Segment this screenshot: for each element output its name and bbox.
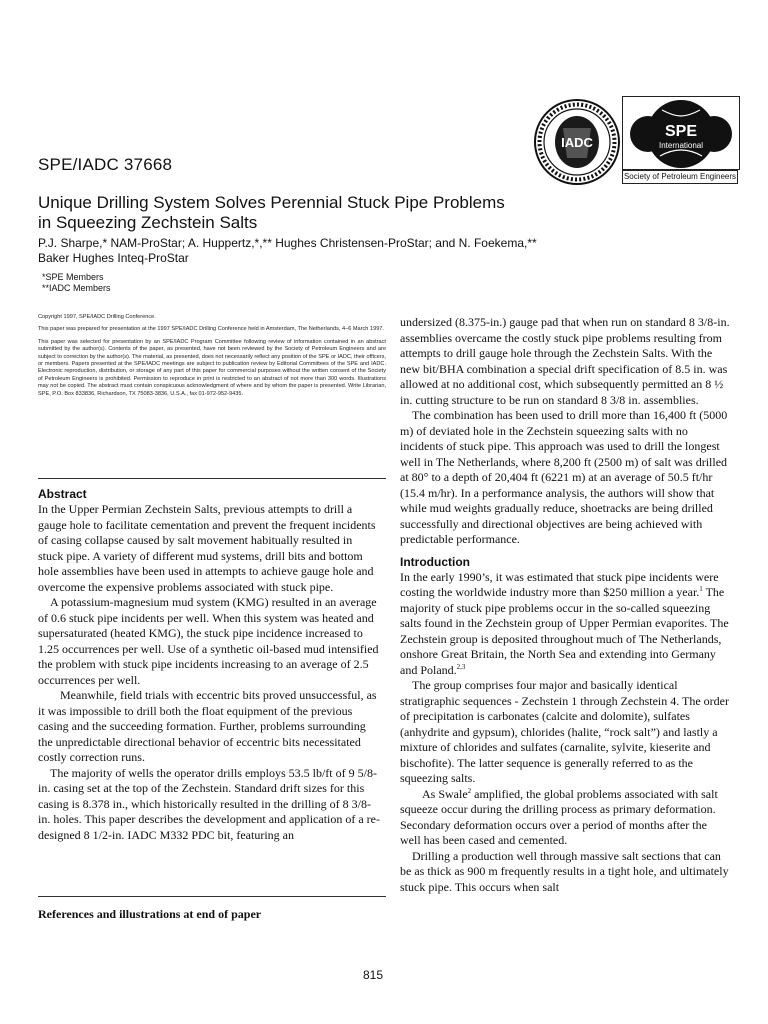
authors-line-2: Baker Hughes Inteq-ProStar [38,251,189,265]
body-paragraph-2: The combination has been used to drill more than 16,400 ft (5000 m) of deviated hole in the Zechstein squeezing salts with no incidents of stuck pipe. This approach was used to drill the longest well in The Netherlands, where 8,200 ft (2500 m) of salt was drilled at 80° to a depth of 20,404 ft (6221 m) at an average of 50.5 ft/hr (15.4 m/hr). In a performance analysis, the authors will show that while mud weights gradually reduce, shoetracks are being drilled successfully and directional objectives are being achieved with predictable performance. [400,408,728,546]
citation-superscript: 2,3 [456,662,466,671]
author-list [38,236,598,266]
iadc-seal-logo [533,98,621,186]
membership-footnotes [42,272,111,294]
intro-text-part-4: amplified, the global problems associated with salt squeeze occur during the drilling process as primary deformation. Secondary deformation occurs over a period of months after the well has been cased and cemented. [400,786,718,847]
presentation-note: This paper was prepared for presentation at the 1997 SPE/IADC Drilling Conference held in Amsterdam, The Netherlands, 4–6 March 1997. [38,326,384,333]
intro-paragraph-1 [400,570,730,679]
abstract-paragraph-2: A potassium-magnesium mud system (KMG) resulted in an average of 0.6 stuck pipe incidents per well. When this system was heated and supersaturated (heated KMG), the stuck pipe incidence increased to 1.25 occurrences per well. Use of a synthetic oil-based mud intensified the problem with stuck pipe incidents increasing to an average of 2.5 occurrences per well. [38,595,379,687]
body-paragraph-1: undersized (8.375-in.) gauge pad that when run on standard 8 3/8-in. assemblies overcame the costly stuck pipe problems resulting from attempts to drill gauge hole through the Zechstein Salts. With the new bit/BHA combination a special drift specification of 8.5 in. was allowed at no additional cost, which subsequently permitted an 8 ½ in. cutting structure to be run on standard 8 3/8 in. assemblies. [400,315,730,407]
citation-superscript: 1 [699,585,703,593]
iadc-logo-text: IADC [561,135,593,150]
spe-logo-text: SPE [664,123,698,140]
intro-paragraph-4: Drilling a production well through massive salt sections that can be as thick as 900 m frequently results in a tight hole, and ultimately stuck pipe. This occurs when salt [400,848,729,894]
abstract-paragraph-3: Meanwhile, field trials with eccentric bits proved unsuccessful, as it was impossible to drill both the float equipment of the previous casing and the succeeding formation. Further, problems surrounding the unpredictable directional behavior of eccentric bits necessitated costly correction runs. [38,688,377,764]
authors-line-1: P.J. Sharpe,* NAM-ProStar; A. Huppertz,*,** Hughes Christensen-ProStar; and N. Foekema,** [38,236,537,250]
references-note: References and illustrations at end of paper [38,907,262,921]
intro-text-part-2: The majority of stuck pipe problems occur in the so-called squeezing salts found in the Zechstein group of Upper Permian evaporites. The Zechstein group is deposited throughout much of The Netherlands, onshore Great Britain, the North Sea and extending into Germany and Poland. [400,585,729,677]
abstract-paragraph-1: In the Upper Permian Zechstein Salts, previous attempts to drill a gauge hole to facilitate cementation and prevent the frequent incidents of casing collapse caused by salt movement habitually resulted in stuck pipe. A variety of different mud systems, drill bits and bottom hole assemblies have been used in attempts to achieve gauge hole and overcome the expensive problems associated with stuck pipe. [38,502,376,594]
introduction-heading: Introduction [400,554,470,569]
intro-paragraph-2: The group comprises four major and basically identical stratigraphic sequences - Zechstein 1 through Zechstein 4. The order of precipitation is carbonates (calcite and dolomite), sulfates (anhydrite and gypsum), chlorides (halite, “rock salt”) and lastly a mixture of chlorides and sulfates (carnalite, sylvite, kieserite and bischofite). The latter sequence is generally referred to as the squeezing salts. [400,678,729,785]
intro-text-part-3: As Swale [422,786,468,801]
abstract-heading: Abstract [38,487,87,501]
footnote-iadc-members: **IADC Members [42,283,111,293]
intro-text-part-1: In the early 1990’s, it was estimated that stuck pipe incidents were costing the worldwide industry more than $250 million a year. [400,569,719,599]
citation-superscript: 2 [467,786,472,795]
paper-title [38,193,598,233]
left-column [38,486,380,843]
page-number: 815 [363,968,384,982]
copyright-notice [38,314,386,403]
title-line-2: in Squeezing Zechstein Salts [38,213,258,232]
copyright-line: Copyright 1997, SPE/IADC Drilling Conference. [38,314,156,320]
title-line-1: Unique Drilling System Solves Perennial Stuck Pipe Problems [38,193,505,212]
spe-logo-caption: Society of Petroleum Engineers [622,170,738,184]
right-column [400,315,730,895]
intro-paragraph-3 [400,787,730,849]
divider-rule [38,478,386,479]
footnote-spe-members: *SPE Members [42,272,104,282]
abstract-paragraph-4: The majority of wells the operator drills employs 53.5 lb/ft of 9 5/8-in. casing set at the top of the Zechstein. Standard drift sizes for this casing is 8.378 in., which historically resulted in the drilling of 8 3/8-in. holes. This paper describes the development and application of a re-designed 8 1/2-in. IADC M332 PDC bit, featuring an [38,765,380,842]
review-disclaimer: This paper was selected for presentation by an SPE/IADC Program Committee following review of information contained in an abstract submitted by the author(s). Contents of the paper, as presented, have not been reviewed by the Society of Petroleum Engineers and are subject to correction by the author(s). The material, as presented, does not necessarily reflect any position of the SPE or IADC, their officers, or members. Papers presented at the SPE/IADC meetings are subject to publication review by Editorial Committees of the SPE and IADC. Electronic reproduction, distribution, or storage of any part of this paper for commercial purposes without the written consent of the Society of Petroleum Engineers is prohibited. Permission to reproduce in print is restricted to an abstract of not more than 300 words. Illustrations may not be copied. The abstract must contain conspicuous acknowledgment of where and by whom the paper is presented. Write Librarian, SPE, P.O. Box 833836, Richardson, TX 75083-3836, U.S.A., fax 01-972-952-9435. [38,338,386,397]
divider-rule [38,896,386,897]
spe-logo-subtext: International [658,141,704,150]
paper-number: SPE/IADC 37668 [38,155,173,174]
